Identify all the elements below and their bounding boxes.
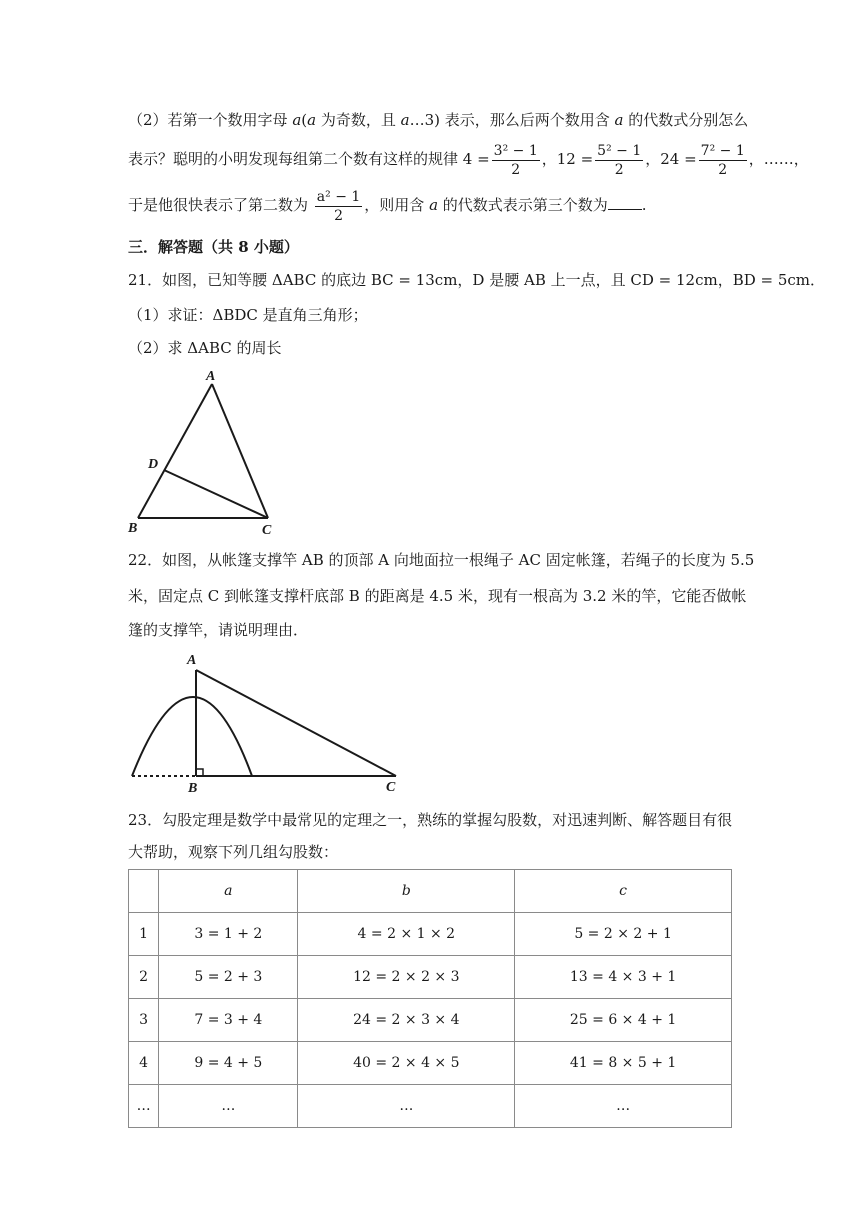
q21-line1: 21．如图，已知等腰 ΔABC 的底边 BC = 13cm，D 是腰 AB 上一点，且 CD = 12cm，BD = 5cm． — [128, 271, 826, 289]
q20-part2-line3: 于是他很快表示了第二数为 $\frac{\text{a² − 1}}{2}$ ，则用含 a 的代数式表示第三个数为 . — [128, 188, 647, 224]
table-cell: 2 — [129, 956, 159, 999]
table-cell: 12 = 2 × 2 × 3 — [298, 956, 515, 999]
header-cell: a — [159, 870, 298, 913]
fraction-eq2: $\frac{\text{5² − 1}}{2}$ — [597, 142, 642, 178]
q20-part2-line1: （2）若第一个数用字母 a(a 为奇数，且 a…3) 表示，那么后两个数用含 a 的代数式分别怎么 — [128, 111, 749, 129]
table-cell: 3 = 1 + 2 — [159, 913, 298, 956]
q21-part2: （2）求 ΔABC 的周长 — [128, 339, 282, 357]
q21-triangle-figure — [124, 362, 284, 537]
side-ac — [212, 384, 268, 518]
q22-line1: 22．如图，从帐篷支撑竿 AB 的顶部 A 向地面拉一根绳子 AC 固定帐篷，若绳子的长度为 5.5 — [128, 551, 755, 569]
table-row — [129, 956, 732, 999]
table-cell: 5 = 2 × 2 + 1 — [515, 913, 732, 956]
table-cell: 4 = 2 × 1 × 2 — [298, 913, 515, 956]
table-cell: … — [515, 1085, 732, 1128]
table-cell: 41 = 8 × 5 + 1 — [515, 1042, 732, 1085]
section-title: 三．解答题（共 8 小题） — [128, 238, 299, 256]
table-cell: 3 — [129, 999, 159, 1042]
table-cell: 13 = 4 × 3 + 1 — [515, 956, 732, 999]
side-ab — [138, 384, 212, 518]
table-cell: 5 = 2 + 3 — [159, 956, 298, 999]
table-cell: … — [129, 1085, 159, 1128]
tent-arc — [132, 697, 252, 776]
q22-tent-figure — [124, 648, 414, 798]
table-cell: 25 = 6 × 4 + 1 — [515, 999, 732, 1042]
label-c: C — [386, 780, 396, 795]
table-cell: 40 = 2 × 4 × 5 — [298, 1042, 515, 1085]
q20-part2-line2: 表示？聪明的小明发现每组第二个数有这样的规律 4 = $\frac{\text{3² − 1}}{2}$ ，12 = $\frac{\text{5² − 1}}{2}$ ，24 = $\frac{\text{7² − 1}}{2}$ ，……， — [128, 142, 809, 178]
q23-line2: 大帮助，观察下列几组勾股数： — [128, 843, 339, 861]
q22-line3: 篷的支撑竿，请说明理由． — [128, 621, 309, 639]
header-cell: b — [298, 870, 515, 913]
fraction-eq1: $\frac{\text{3² − 1}}{2}$ — [493, 142, 538, 178]
label-a: A — [187, 653, 197, 668]
fraction-eq3: $\frac{\text{7² − 1}}{2}$ — [700, 142, 745, 178]
pythagorean-triples-table — [128, 869, 732, 1128]
label-d: D — [148, 457, 159, 472]
segment-dc — [164, 470, 268, 518]
table-cell: 7 = 3 + 4 — [159, 999, 298, 1042]
q21-part1: （1）求证：ΔBDC 是直角三角形； — [128, 306, 368, 324]
table-row — [129, 913, 732, 956]
table-row — [129, 1085, 732, 1128]
q23-line1: 23．勾股定理是数学中最常见的定理之一，熟练的掌握勾股数，对迅速判断、解答题目有很 — [128, 811, 733, 829]
header-cell: c — [515, 870, 732, 913]
table-cell: 9 = 4 + 5 — [159, 1042, 298, 1085]
answer-blank — [608, 195, 642, 210]
table-cell: … — [159, 1085, 298, 1128]
label-b: B — [128, 521, 138, 536]
label-a: A — [206, 369, 216, 384]
table-header-row — [129, 870, 732, 913]
header-cell — [129, 870, 159, 913]
right-angle-mark — [196, 769, 203, 776]
fraction-second-number: $\frac{\text{a² − 1}}{2}$ — [316, 188, 361, 224]
table-cell: 24 = 2 × 3 × 4 — [298, 999, 515, 1042]
table-cell: 4 — [129, 1042, 159, 1085]
label-b: B — [188, 781, 198, 796]
q22-line2: 米，固定点 C 到帐篷支撑杆底部 B 的距离是 4.5 米，现有一根高为 3.2 米的竿，它能否做帐 — [128, 587, 747, 605]
table-cell: … — [298, 1085, 515, 1128]
table-row — [129, 1042, 732, 1085]
table-row — [129, 999, 732, 1042]
label-c: C — [262, 523, 272, 537]
table-cell: 1 — [129, 913, 159, 956]
